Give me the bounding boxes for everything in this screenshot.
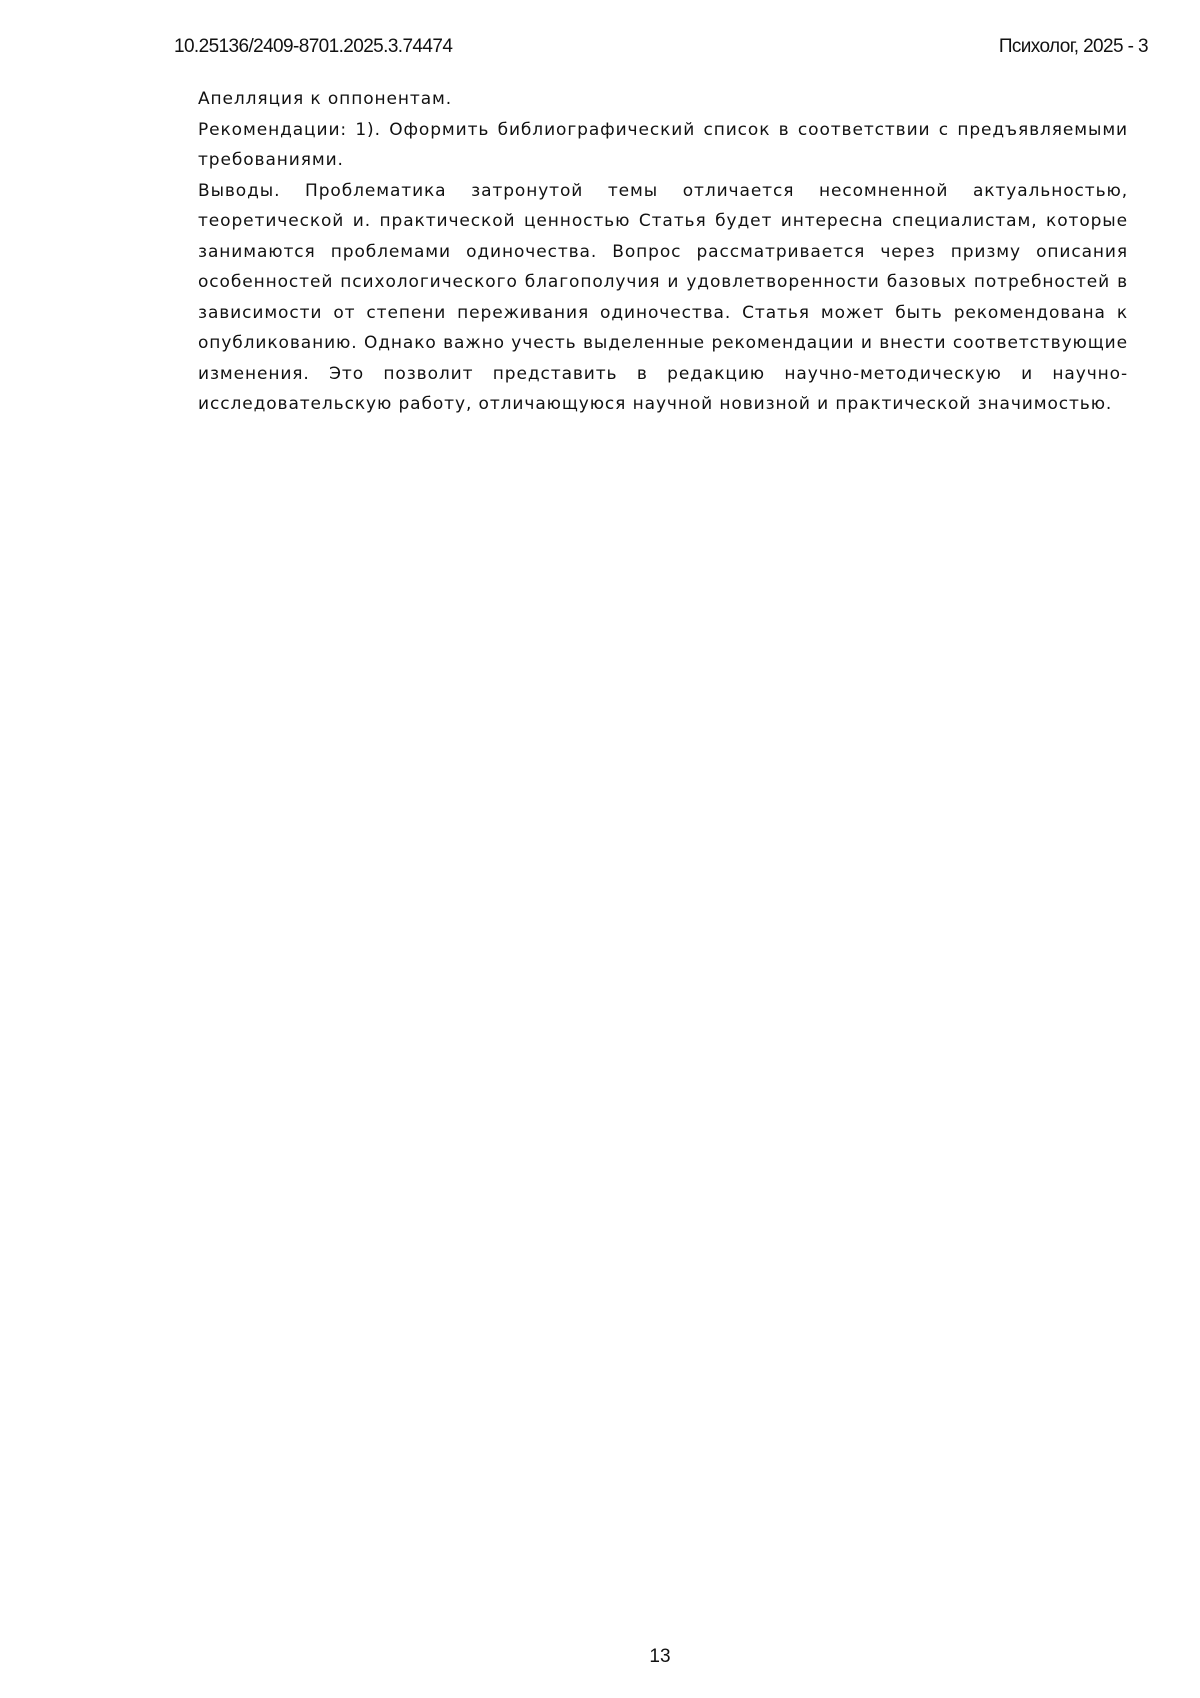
paragraph-conclusions: Выводы. Проблематика затронутой темы отличается несомненной актуальностью, теоретической и. практической ценностью Статья будет интересна специалистам, которые занимаются проблемами одиночества. Вопрос рассматривается через призму описания особенностей психологического благополучия и удовлетворенности базовых потребностей в зависимости от степени переживания одиночества. Статья может быть рекомендована к опубликованию. Однако важно учесть выделенные рекомендации и внести соответствующие изменения. Это позволит представить в редакцию научно-методическую и научно-исследовательскую работу, отличающуюся научной новизной и практической значимостью. (198, 180, 1128, 414)
paragraph-recommendations: Рекомендации: 1). Оформить библиографический список в соответствии с предъявляемыми требованиями. (198, 119, 1128, 170)
review-text (198, 84, 1128, 420)
header-doi: 10.25136/2409-8701.2025.3.74474 (174, 36, 453, 57)
header-journal: Психолог, 2025 - 3 (998, 36, 1148, 57)
paragraph-appeal: Апелляция к оппонентам. (198, 89, 453, 109)
page-number: 13 (649, 1646, 671, 1667)
